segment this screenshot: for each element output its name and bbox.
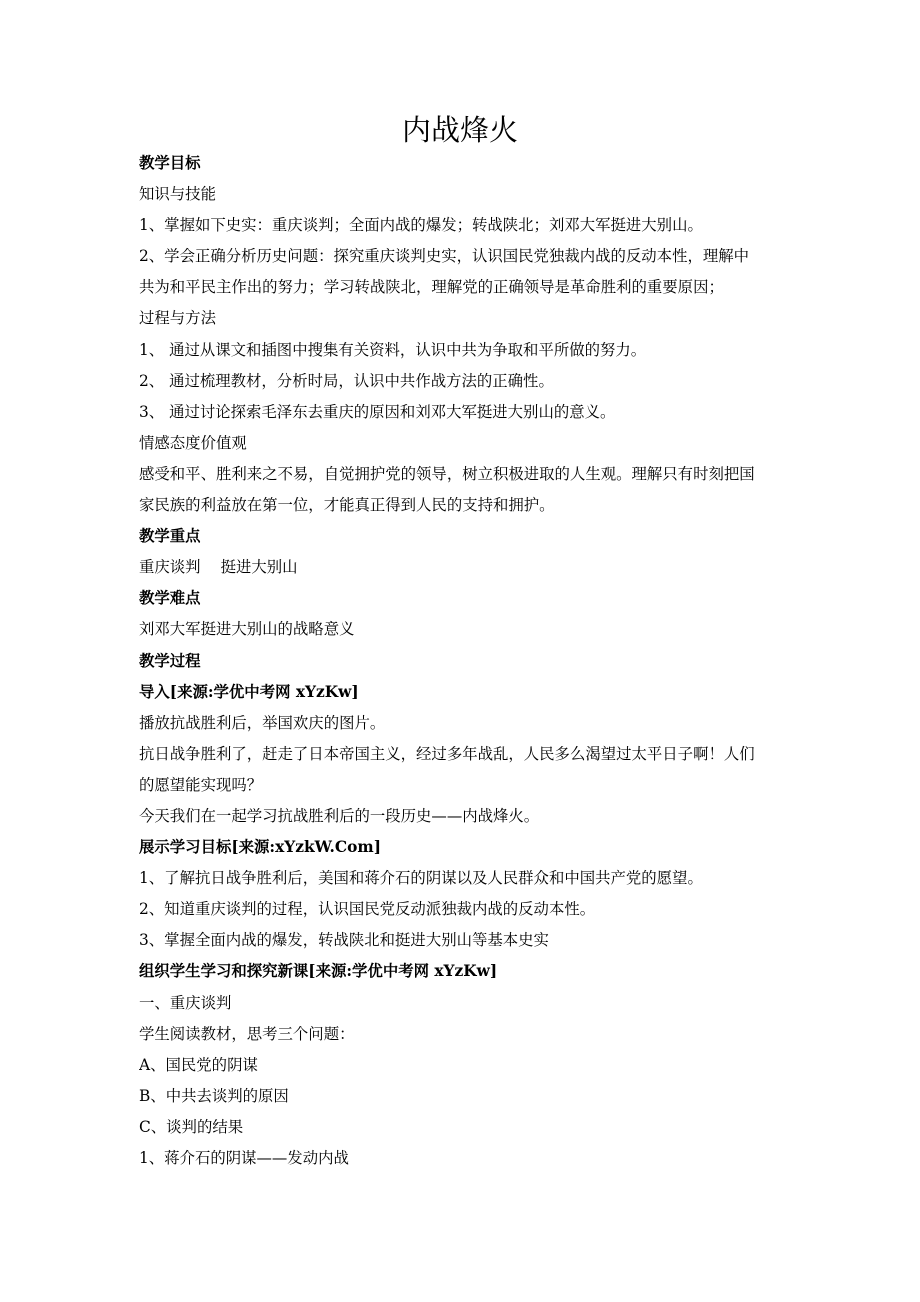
goal-2: 2、知道重庆谈判的过程，认识国民党反动派独裁内战的反动本性。 (139, 900, 596, 919)
key-point-a: 重庆谈判 (139, 558, 201, 577)
process-heading: 过程与方法 (139, 309, 216, 328)
question-a: A、国民党的阴谋 (139, 1055, 258, 1074)
process-item-1: 1、 通过从课文和插图中搜集有关资料，认识中共为争取和平所做的努力。 (139, 340, 647, 359)
goal-1: 1、了解抗日战争胜利后，美国和蒋介石的阴谋以及人民群众和中国共产党的愿望。 (139, 869, 703, 888)
intro-line-4: 今天我们在一起学习抗战胜利后的一段历史——内战烽火。 (139, 806, 540, 825)
values-text-line-1: 感受和平、胜利来之不易，自觉拥护党的领导，树立积极进取的人生观。理解只有时刻把国 (139, 464, 755, 483)
procedure-heading: 教学过程 (139, 651, 201, 670)
goals-heading: 展示学习目标[来源:xYzkW.Com] (139, 838, 381, 857)
knowledge-heading: 知识与技能 (139, 185, 216, 204)
intro-line-3: 的愿望能实现吗？ (139, 775, 263, 794)
study-heading: 组织学生学习和探究新课[来源:学优中考网 xYzKw] (139, 962, 498, 981)
point-1: 1、蒋介石的阴谋——发动内战 (139, 1149, 349, 1167)
document-body (139, 148, 789, 1174)
key-points-text (139, 552, 789, 583)
question-c: C、谈判的结果 (139, 1117, 244, 1136)
process-item-3: 3、 通过讨论探索毛泽东去重庆的原因和刘邓大军挺进大别山的意义。 (139, 402, 616, 421)
process-item-2: 2、 通过梳理教材，分析时局，认识中共作战方法的正确性。 (139, 371, 554, 390)
reading-prompt: 学生阅读教材，思考三个问题： (139, 1024, 355, 1043)
intro-heading: 导入[来源:学优中考网 xYzKw] (139, 682, 359, 701)
key-points-heading: 教学重点 (139, 527, 201, 546)
values-heading: 情感态度价值观 (139, 433, 247, 452)
knowledge-item-2-line-2: 共为和平民主作出的努力；学习转战陕北，理解党的正确领导是革命胜利的重要原因； (139, 278, 724, 297)
intro-line-1: 播放抗战胜利后，举国欢庆的图片。 (139, 713, 386, 732)
knowledge-item-2-line-1: 2、学会正确分析历史问题：探究重庆谈判史实，认识国民党独裁内战的反动本性，理解中 (139, 247, 750, 266)
section-1-heading: 一、重庆谈判 (139, 993, 232, 1012)
difficulties-text: 刘邓大军挺进大别山的战略意义 (139, 620, 355, 639)
document-title: 内战烽火 (401, 113, 518, 147)
values-text-line-2: 家民族的利益放在第一位，才能真正得到人民的支持和拥护。 (139, 496, 555, 515)
knowledge-item-1: 1、掌握如下史实：重庆谈判；全面内战的爆发；转战陕北；刘邓大军挺进大别山。 (139, 216, 703, 235)
intro-line-2: 抗日战争胜利了，赶走了日本帝国主义，经过多年战乱，人民多么渴望过太平日子啊！人们 (139, 744, 755, 763)
key-point-b: 挺进大别山 (220, 558, 298, 577)
question-b: B、中共去谈判的原因 (139, 1086, 289, 1105)
difficulties-heading: 教学难点 (139, 589, 201, 608)
goal-3: 3、掌握全面内战的爆发，转战陕北和挺进大别山等基本史实 (139, 931, 549, 950)
objectives-heading: 教学目标 (139, 154, 201, 172)
